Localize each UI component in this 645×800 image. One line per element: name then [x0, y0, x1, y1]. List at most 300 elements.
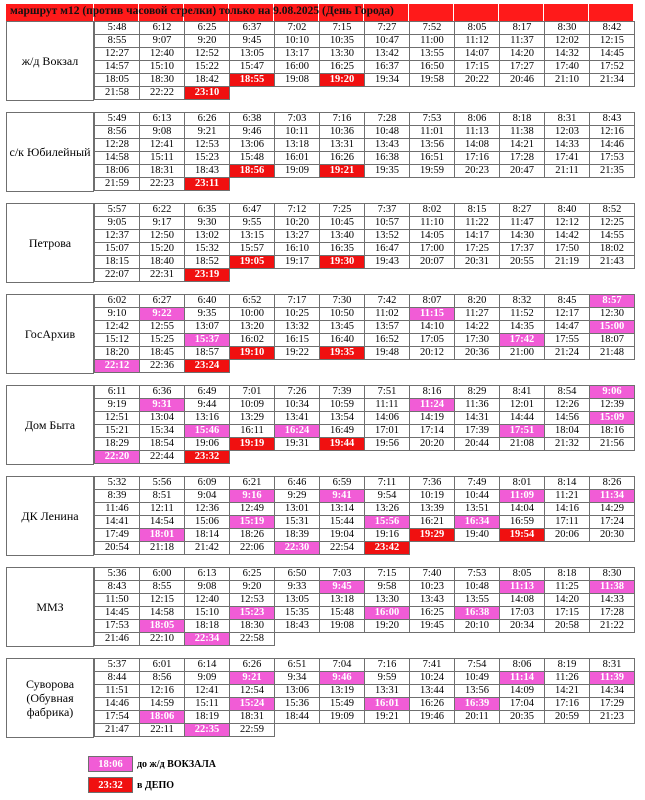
time-cell: 12:16 [590, 126, 635, 139]
time-cell: 9:31 [140, 399, 185, 412]
time-cell: 13:20 [230, 321, 275, 334]
time-cell: 22:36 [140, 360, 185, 373]
time-cell: 16:15 [275, 334, 320, 347]
time-cell: 14:21 [500, 139, 545, 152]
legend-swatch-to-depot: 23:32 [88, 777, 133, 793]
time-cell: 8:55 [95, 35, 140, 48]
time-cell: 12:40 [185, 594, 230, 607]
time-cell: 8:05 [500, 568, 545, 581]
time-cell: 12:40 [140, 48, 185, 61]
time-cell: 7:12 [275, 204, 320, 217]
table-row [95, 126, 635, 139]
time-cell: 11:12 [455, 35, 500, 48]
legend-label-to-depot: в ДЕПО [137, 779, 175, 791]
time-cell: 13:02 [185, 230, 230, 243]
time-cell: 11:25 [545, 581, 590, 594]
table-row [95, 542, 635, 555]
table-row [95, 568, 635, 581]
legend [88, 755, 216, 797]
time-cell: 10:44 [455, 490, 500, 503]
time-cell: 16:39 [455, 698, 500, 711]
time-cell: 21:24 [545, 347, 590, 360]
time-cell: 13:57 [365, 321, 410, 334]
time-cell: 14:31 [455, 412, 500, 425]
time-cell: 9:04 [185, 490, 230, 503]
time-cell: 19:20 [320, 74, 365, 87]
time-cell: 19:31 [275, 438, 320, 451]
time-cell: 17:11 [545, 516, 590, 529]
time-cell: 19:05 [230, 256, 275, 269]
time-cell: 21:42 [185, 542, 230, 555]
time-cell: 7:03 [320, 568, 365, 581]
time-cell: 20:46 [500, 74, 545, 87]
time-cell: 12:26 [545, 399, 590, 412]
time-cell: 12:36 [185, 503, 230, 516]
time-cell: 13:54 [320, 412, 365, 425]
time-cell: 9:22 [140, 308, 185, 321]
table-row [95, 347, 635, 360]
time-cell: 14:06 [365, 412, 410, 425]
table-row [95, 529, 635, 542]
time-cell: 7:28 [365, 113, 410, 126]
time-cell: 22:23 [140, 178, 185, 191]
time-cell: 21:43 [590, 256, 635, 269]
time-cell: 15:35 [275, 607, 320, 620]
time-cell: 23:24 [185, 360, 230, 373]
time-cell: 7:49 [455, 477, 500, 490]
time-cell: 10:24 [410, 672, 455, 685]
time-cell: 14:44 [500, 412, 545, 425]
time-cell: 20:35 [500, 711, 545, 724]
time-cell: 21:58 [95, 87, 140, 100]
time-cell: 17:28 [590, 607, 635, 620]
time-cell: 9:05 [95, 217, 140, 230]
time-cell: 7:40 [410, 568, 455, 581]
time-cell: 20:11 [455, 711, 500, 724]
time-cell: 19:08 [320, 620, 365, 633]
time-cell: 14:57 [95, 61, 140, 74]
time-cell: 8:40 [545, 204, 590, 217]
stop-name: с/к Юбилейный [6, 112, 94, 192]
time-cell: 10:49 [455, 672, 500, 685]
time-cell: 21:35 [590, 165, 635, 178]
time-cell: 16:50 [410, 61, 455, 74]
time-cell: 12:49 [230, 503, 275, 516]
time-cell: 10:35 [320, 35, 365, 48]
time-cell: 6:12 [140, 22, 185, 35]
time-cell: 8:29 [455, 386, 500, 399]
time-cell: 13:41 [275, 412, 320, 425]
time-cell: 18:29 [95, 438, 140, 451]
time-cell: 20:20 [410, 438, 455, 451]
table-row [95, 113, 635, 126]
time-cell: 19:17 [275, 256, 320, 269]
time-cell: 8:06 [500, 659, 545, 672]
time-cell: 15:44 [320, 516, 365, 529]
time-cell: 20:54 [95, 542, 140, 555]
time-cell: 11:09 [500, 490, 545, 503]
time-cell: 13:29 [230, 412, 275, 425]
time-cell: 10:50 [320, 308, 365, 321]
time-cell: 15:19 [230, 516, 275, 529]
table-row [95, 477, 635, 490]
time-cell: 8:26 [590, 477, 635, 490]
time-cell: 18:01 [140, 529, 185, 542]
time-cell: 6:50 [275, 568, 320, 581]
table-row [95, 243, 635, 256]
header-cell [589, 4, 634, 21]
time-cell: 18:02 [590, 243, 635, 256]
table-row [95, 438, 635, 451]
time-cell: 9:46 [320, 672, 365, 685]
time-cell: 22:30 [275, 542, 320, 555]
times-table [94, 294, 635, 373]
time-cell: 13:39 [410, 503, 455, 516]
table-row [95, 152, 635, 165]
time-cell: 18:15 [95, 256, 140, 269]
time-cell: 18:56 [230, 165, 275, 178]
time-cell: 23:19 [185, 269, 230, 282]
time-cell: 9:10 [95, 308, 140, 321]
time-cell: 21:47 [95, 724, 140, 737]
time-cell: 9:20 [185, 35, 230, 48]
time-cell: 8:43 [590, 113, 635, 126]
time-cell: 8:30 [590, 568, 635, 581]
time-cell: 8:07 [410, 295, 455, 308]
time-cell: 20:36 [455, 347, 500, 360]
header-cell [454, 4, 499, 21]
time-cell: 20:06 [545, 529, 590, 542]
time-cell: 12:55 [140, 321, 185, 334]
time-cell: 22:20 [95, 451, 140, 464]
time-cell: 14:30 [500, 230, 545, 243]
time-cell: 15:34 [140, 425, 185, 438]
time-cell: 22:22 [140, 87, 185, 100]
time-cell: 7:37 [365, 204, 410, 217]
time-cell: 20:58 [545, 620, 590, 633]
time-cell: 14:41 [95, 516, 140, 529]
table-row [95, 711, 635, 724]
stop-block [6, 294, 640, 385]
time-cell: 10:09 [230, 399, 275, 412]
time-cell: 8:17 [500, 22, 545, 35]
time-cell: 7:39 [320, 386, 365, 399]
time-cell: 6:37 [230, 22, 275, 35]
time-cell: 11:50 [95, 594, 140, 607]
time-cell: 19:09 [275, 165, 320, 178]
time-cell: 12:41 [140, 139, 185, 152]
time-cell: 14:20 [545, 594, 590, 607]
time-cell: 14:05 [410, 230, 455, 243]
stop-name: ж/д Вокзал [6, 21, 94, 101]
time-cell: 9:08 [140, 126, 185, 139]
time-cell: 19:56 [365, 438, 410, 451]
time-cell: 14:09 [500, 685, 545, 698]
legend-item-to-depot [88, 776, 216, 794]
time-cell: 8:14 [545, 477, 590, 490]
time-cell: 15:07 [95, 243, 140, 256]
time-cell: 16:40 [320, 334, 365, 347]
time-cell: 12:54 [230, 685, 275, 698]
time-cell: 18:26 [230, 529, 275, 542]
time-cell: 15:24 [230, 698, 275, 711]
time-cell: 10:25 [275, 308, 320, 321]
time-cell: 6:49 [185, 386, 230, 399]
time-cell: 8:06 [455, 113, 500, 126]
time-cell: 9:17 [140, 217, 185, 230]
time-cell: 8:55 [140, 581, 185, 594]
time-cell: 19:35 [320, 347, 365, 360]
time-cell: 14:34 [590, 685, 635, 698]
time-cell: 7:27 [365, 22, 410, 35]
time-cell: 18:43 [275, 620, 320, 633]
time-cell: 19:22 [275, 347, 320, 360]
time-cell: 16:00 [365, 607, 410, 620]
time-cell: 21:23 [590, 711, 635, 724]
time-cell: 17:01 [365, 425, 410, 438]
time-cell: 8:01 [500, 477, 545, 490]
table-row [95, 334, 635, 347]
time-cell: 16:26 [410, 698, 455, 711]
time-cell: 10:57 [365, 217, 410, 230]
time-cell: 11:24 [410, 399, 455, 412]
time-cell: 9:54 [365, 490, 410, 503]
time-cell: 18:05 [140, 620, 185, 633]
time-cell: 9:19 [95, 399, 140, 412]
table-row [95, 230, 635, 243]
time-cell: 12:12 [545, 217, 590, 230]
time-cell: 10:36 [320, 126, 365, 139]
time-cell: 11:38 [500, 126, 545, 139]
table-row [95, 581, 635, 594]
time-cell: 6:59 [320, 477, 365, 490]
time-cell: 19:19 [230, 438, 275, 451]
time-cell: 14:19 [410, 412, 455, 425]
time-cell: 22:54 [320, 542, 365, 555]
time-cell: 15:10 [140, 61, 185, 74]
time-cell: 18:06 [140, 711, 185, 724]
time-cell: 18:31 [230, 711, 275, 724]
time-cell: 19:08 [275, 74, 320, 87]
time-cell: 19:21 [365, 711, 410, 724]
time-cell: 19:16 [365, 529, 410, 542]
time-cell: 21:56 [590, 438, 635, 451]
time-cell: 15:23 [230, 607, 275, 620]
table-row [95, 360, 635, 373]
time-cell: 13:42 [365, 48, 410, 61]
time-cell: 12:16 [140, 685, 185, 698]
time-cell: 11:46 [95, 503, 140, 516]
time-cell: 17:24 [590, 516, 635, 529]
time-cell: 5:37 [95, 659, 140, 672]
time-cell: 14:58 [140, 607, 185, 620]
time-cell: 15:47 [230, 61, 275, 74]
time-cell: 13:18 [320, 594, 365, 607]
time-cell: 15:20 [140, 243, 185, 256]
time-cell: 6:47 [230, 204, 275, 217]
time-cell: 19:35 [365, 165, 410, 178]
time-cell: 16:01 [365, 698, 410, 711]
time-cell: 7:53 [410, 113, 455, 126]
time-cell: 13:51 [455, 503, 500, 516]
time-cell: 14:54 [140, 516, 185, 529]
time-cell: 11:00 [410, 35, 455, 48]
time-cell: 6:14 [185, 659, 230, 672]
time-cell: 15:06 [185, 516, 230, 529]
time-cell: 13:30 [320, 48, 365, 61]
stop-block [6, 203, 640, 294]
time-cell: 12:01 [500, 399, 545, 412]
time-cell: 19:48 [365, 347, 410, 360]
time-cell: 14:56 [545, 412, 590, 425]
time-cell: 20:23 [455, 165, 500, 178]
time-cell: 15:32 [185, 243, 230, 256]
time-cell: 15:11 [140, 152, 185, 165]
stop-block [6, 476, 640, 567]
time-cell: 9:30 [185, 217, 230, 230]
time-cell: 10:47 [365, 35, 410, 48]
time-cell: 12:53 [230, 594, 275, 607]
time-cell: 11:52 [500, 308, 545, 321]
time-cell: 17:55 [545, 334, 590, 347]
time-cell: 6:25 [230, 568, 275, 581]
time-cell: 17:42 [500, 334, 545, 347]
time-cell: 15:48 [320, 607, 365, 620]
time-cell: 13:27 [275, 230, 320, 243]
time-cell: 19:06 [185, 438, 230, 451]
time-cell: 15:37 [185, 334, 230, 347]
time-cell: 23:32 [185, 451, 230, 464]
time-cell: 19:40 [455, 529, 500, 542]
time-cell: 12:17 [545, 308, 590, 321]
time-cell: 22:34 [185, 633, 230, 646]
time-cell: 7:17 [275, 295, 320, 308]
time-cell: 17:00 [410, 243, 455, 256]
time-cell: 12:11 [140, 503, 185, 516]
times-table [94, 385, 635, 464]
time-cell: 8:52 [590, 204, 635, 217]
time-cell: 5:56 [140, 477, 185, 490]
time-cell: 22:06 [230, 542, 275, 555]
time-cell: 9:21 [185, 126, 230, 139]
time-cell: 15:00 [590, 321, 635, 334]
time-cell: 8:30 [545, 22, 590, 35]
time-cell: 16:25 [410, 607, 455, 620]
time-cell: 23:11 [185, 178, 230, 191]
time-cell: 20:07 [410, 256, 455, 269]
time-cell: 19:44 [320, 438, 365, 451]
time-cell: 19:04 [320, 529, 365, 542]
time-cell: 21:08 [500, 438, 545, 451]
time-cell: 9:08 [185, 581, 230, 594]
table-row [95, 48, 635, 61]
time-cell: 18:07 [590, 334, 635, 347]
stop-name: ММЗ [6, 567, 94, 647]
table-row [95, 139, 635, 152]
time-cell: 11:38 [590, 581, 635, 594]
time-cell: 9:29 [275, 490, 320, 503]
time-cell: 12:52 [185, 48, 230, 61]
time-cell: 19:54 [500, 529, 545, 542]
time-cell: 17:28 [500, 152, 545, 165]
time-cell: 21:34 [590, 74, 635, 87]
time-cell: 13:43 [410, 594, 455, 607]
time-cell: 9:21 [230, 672, 275, 685]
time-cell: 8:31 [545, 113, 590, 126]
time-cell: 18:45 [140, 347, 185, 360]
table-row [95, 594, 635, 607]
time-cell: 11:02 [365, 308, 410, 321]
time-cell: 16:59 [500, 516, 545, 529]
time-cell: 9:46 [230, 126, 275, 139]
time-cell: 9:55 [230, 217, 275, 230]
time-cell: 10:23 [410, 581, 455, 594]
time-cell: 18:04 [545, 425, 590, 438]
table-row [95, 204, 635, 217]
time-cell: 6:21 [230, 477, 275, 490]
time-cell: 17:25 [455, 243, 500, 256]
time-cell: 18:14 [185, 529, 230, 542]
time-cell: 5:32 [95, 477, 140, 490]
time-cell: 11:13 [500, 581, 545, 594]
time-cell: 17:39 [455, 425, 500, 438]
time-cell: 11:10 [410, 217, 455, 230]
time-cell: 12:51 [95, 412, 140, 425]
time-cell: 13:17 [275, 48, 320, 61]
time-cell: 16:38 [365, 152, 410, 165]
time-cell: 9:45 [320, 581, 365, 594]
time-cell: 20:47 [500, 165, 545, 178]
time-cell: 11:13 [455, 126, 500, 139]
time-cell: 17:04 [500, 698, 545, 711]
time-cell: 13:05 [275, 594, 320, 607]
time-cell: 14:04 [500, 503, 545, 516]
time-cell: 14:58 [95, 152, 140, 165]
times-table [94, 21, 635, 100]
time-cell: 14:29 [590, 503, 635, 516]
time-cell: 18:05 [95, 74, 140, 87]
time-cell: 7:03 [275, 113, 320, 126]
time-cell: 21:19 [545, 256, 590, 269]
time-cell: 13:32 [275, 321, 320, 334]
time-cell: 14:55 [590, 230, 635, 243]
table-row [95, 620, 635, 633]
time-cell: 13:55 [410, 48, 455, 61]
table-row [95, 451, 635, 464]
time-cell: 6:26 [230, 659, 275, 672]
time-cell: 15:21 [95, 425, 140, 438]
times-table [94, 658, 635, 737]
time-cell: 11:26 [545, 672, 590, 685]
time-cell: 9:20 [230, 581, 275, 594]
table-row [95, 269, 635, 282]
time-cell: 15:49 [320, 698, 365, 711]
time-cell: 15:10 [185, 607, 230, 620]
table-row [95, 503, 635, 516]
time-cell: 11:22 [455, 217, 500, 230]
time-cell: 16:38 [455, 607, 500, 620]
time-cell: 18:30 [140, 74, 185, 87]
time-cell: 7:36 [410, 477, 455, 490]
time-cell: 11:39 [590, 672, 635, 685]
time-cell: 12:15 [590, 35, 635, 48]
time-cell: 6:27 [140, 295, 185, 308]
time-cell: 22:59 [230, 724, 275, 737]
time-cell: 17:15 [545, 607, 590, 620]
time-cell: 13:26 [365, 503, 410, 516]
time-cell: 8:57 [590, 295, 635, 308]
time-cell: 7:30 [320, 295, 365, 308]
